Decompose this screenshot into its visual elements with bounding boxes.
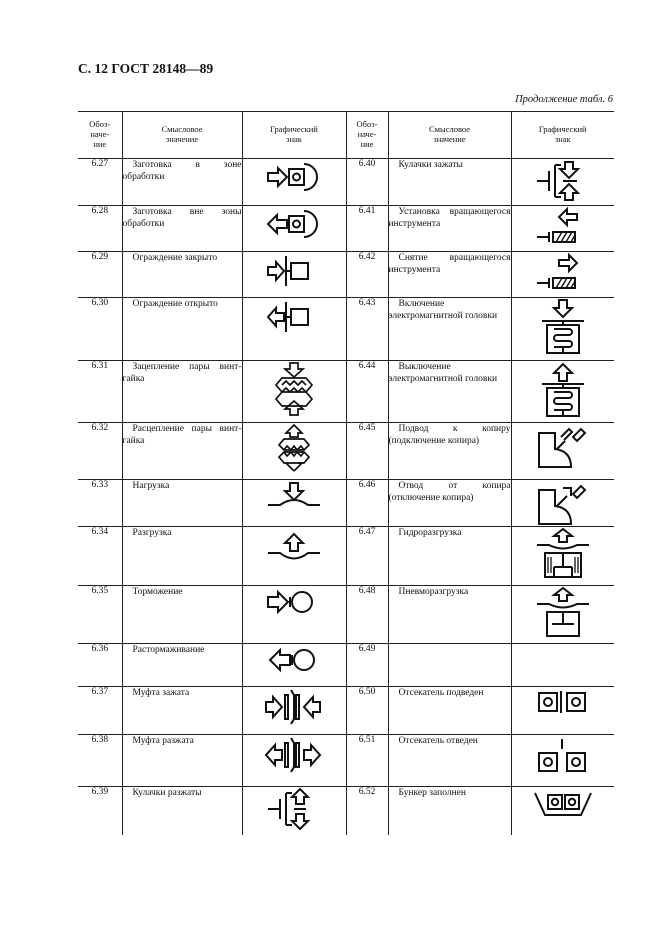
table-header-row <box>78 112 614 159</box>
row-meaning-text: Растормаживание <box>132 645 205 655</box>
row-number: 6.27 <box>91 159 109 169</box>
electromagnetic-head-on-icon <box>512 298 615 356</box>
row-symbol <box>511 252 614 298</box>
row-meaning <box>122 298 242 361</box>
hydraulic-unload-icon <box>512 527 615 579</box>
row-meaning-text: Установка вращающегося инструмента <box>388 207 511 230</box>
row-meaning-text: Заготовка в зоне обработки <box>122 160 242 183</box>
row-meaning-text: Отвод от копира (отключение копира) <box>388 481 511 504</box>
row-meaning-text: Пневморазгрузка <box>398 587 469 597</box>
row-symbol <box>242 252 346 298</box>
row-number: 6.48 <box>346 586 388 644</box>
row-number: 6.38 <box>78 735 122 787</box>
row-symbol <box>242 787 346 835</box>
row-meaning-text: Включение электромагнитной головки <box>388 299 498 322</box>
row-meaning-text: Гидроразгрузка <box>398 528 462 538</box>
row-meaning <box>122 687 242 735</box>
row-symbol <box>511 206 614 252</box>
row-meaning <box>122 159 242 206</box>
row-meaning <box>388 586 511 644</box>
table-row <box>78 527 614 586</box>
row-symbol <box>511 423 614 480</box>
remove-rotating-tool-icon <box>512 252 615 292</box>
row-symbol <box>511 586 614 644</box>
row-symbol <box>242 527 346 586</box>
row-number: 6.43 <box>346 298 388 361</box>
meaning-header: Смысловое значение <box>388 112 511 159</box>
row-meaning-text: Ограждение открыто <box>132 299 218 309</box>
hopper-full-icon <box>512 787 615 819</box>
row-symbol <box>511 298 614 361</box>
copier-approach-icon <box>512 423 615 469</box>
row-meaning-text: Разгрузка <box>132 528 172 538</box>
page-header: С. 12 ГОСТ 28148—89 <box>78 61 214 76</box>
row-number: 6.35 <box>78 586 122 644</box>
row-symbol <box>242 298 346 361</box>
row-symbol <box>242 480 346 527</box>
row-meaning-text: Отсекатель отведен <box>398 736 478 746</box>
designation-header: Обоз- наче- ние <box>78 112 122 159</box>
row-symbol <box>511 159 614 206</box>
row-meaning <box>122 480 242 527</box>
row-meaning-text: Бункер заполнен <box>398 788 466 798</box>
row-meaning-text: Снятие вращающегося инструмента <box>388 253 511 276</box>
row-number: 6.47 <box>346 527 388 586</box>
copier-retract-icon <box>512 480 615 526</box>
row-meaning-text: Муфта разжата <box>132 736 194 746</box>
row-symbol <box>242 361 346 423</box>
row-meaning <box>122 361 242 423</box>
row-number: 6.29 <box>78 252 122 298</box>
row-meaning-text: Ограждение закрыто <box>132 253 218 263</box>
table-row <box>78 298 614 361</box>
row-symbol <box>511 687 614 735</box>
row-meaning <box>122 735 242 787</box>
row-number: 6.50 <box>346 687 388 735</box>
row-meaning <box>388 687 511 735</box>
row-symbol <box>511 787 614 835</box>
table-row <box>78 423 614 480</box>
designation-header: Обоз- наче- ние <box>346 112 388 159</box>
meaning-header: Смысловое значение <box>122 112 242 159</box>
row-number: 6.37 <box>78 687 122 735</box>
row-meaning <box>122 527 242 586</box>
row-meaning <box>388 298 511 361</box>
row-number: 6.32 <box>78 423 122 480</box>
row-symbol <box>242 159 346 206</box>
screw-nut-engaged-icon <box>243 361 346 417</box>
row-number: 6.33 <box>78 480 122 527</box>
pneumatic-unload-icon <box>512 586 615 638</box>
row-number: 6.46 <box>346 480 388 527</box>
row-meaning <box>122 206 242 252</box>
brake-release-icon <box>243 644 346 676</box>
row-number: 6.41 <box>346 206 388 252</box>
table-row <box>78 159 614 206</box>
table-continuation-note: Продолжение табл. 6 <box>515 94 613 105</box>
row-meaning <box>122 644 242 687</box>
row-meaning-text: Зацепление пары винт-гайка <box>122 362 242 385</box>
row-meaning <box>388 423 511 480</box>
row-meaning <box>388 206 511 252</box>
jaws-clamped-icon <box>512 159 615 203</box>
workpiece-out-of-zone-icon <box>243 206 346 242</box>
guard-open-icon <box>243 298 346 336</box>
symbol-header: Графический знак <box>511 112 614 159</box>
row-number: 6.42 <box>346 252 388 298</box>
row-number: 6.49 <box>346 644 388 687</box>
row-symbol <box>242 206 346 252</box>
workpiece-in-zone-icon <box>243 159 346 195</box>
cutoff-retracted-icon <box>512 735 615 777</box>
row-number: 6.45 <box>346 423 388 480</box>
cutoff-engaged-icon <box>512 687 615 717</box>
jaws-released-icon <box>243 787 346 831</box>
row-number: 6.30 <box>78 298 122 361</box>
row-meaning-text: Заготовка вне зоны обработки <box>122 207 242 230</box>
row-symbol <box>242 423 346 480</box>
row-meaning <box>122 423 242 480</box>
screw-nut-disengaged-icon <box>243 423 346 473</box>
row-meaning-text: Подвод к копиру (подключение копира) <box>388 424 511 447</box>
table-row <box>78 586 614 644</box>
row-meaning-text: Нагрузка <box>132 481 170 491</box>
row-meaning-text: Кулачки зажаты <box>398 160 463 170</box>
row-number: 6.52 <box>346 787 388 835</box>
guard-closed-icon <box>243 252 346 290</box>
symbols-table <box>78 111 614 835</box>
row-meaning <box>388 527 511 586</box>
row-meaning <box>122 787 242 835</box>
row-meaning <box>388 735 511 787</box>
row-meaning-text: Торможение <box>132 587 183 597</box>
row-meaning-text: Отсекатель подведен <box>398 688 484 698</box>
row-meaning-text: Расцепление пары винт-гайка <box>122 424 242 447</box>
row-symbol <box>511 480 614 527</box>
row-meaning <box>388 787 511 835</box>
load-icon <box>243 480 346 514</box>
braking-icon <box>243 586 346 618</box>
row-symbol <box>242 586 346 644</box>
row-symbol <box>242 644 346 687</box>
row-number: 6.28 <box>78 206 122 252</box>
symbol-header: Графический знак <box>242 112 346 159</box>
row-symbol <box>511 644 614 687</box>
table-row <box>78 252 614 298</box>
table-row <box>78 735 614 787</box>
row-meaning <box>388 159 511 206</box>
clutch-engaged-icon <box>243 687 346 727</box>
row-number: 6.31 <box>78 361 122 423</box>
row-meaning-text: Муфта зажата <box>132 688 190 698</box>
table-row <box>78 787 614 835</box>
electromagnetic-head-off-icon <box>512 361 615 419</box>
row-meaning <box>122 586 242 644</box>
row-number: 6.51 <box>346 735 388 787</box>
row-number: 6.36 <box>78 644 122 687</box>
row-symbol <box>511 527 614 586</box>
row-symbol <box>511 735 614 787</box>
row-meaning <box>122 252 242 298</box>
row-number: 6.40 <box>346 159 388 206</box>
row-symbol <box>242 735 346 787</box>
row-symbol <box>242 687 346 735</box>
table-row <box>78 687 614 735</box>
row-meaning <box>388 480 511 527</box>
clutch-released-icon <box>243 735 346 775</box>
row-meaning-text: Выключение электромагнитной головки <box>388 362 498 385</box>
row-symbol <box>511 361 614 423</box>
row-meaning <box>388 644 511 687</box>
row-number: 6.39 <box>78 787 122 835</box>
install-rotating-tool-icon <box>512 206 615 246</box>
row-meaning-text: Кулачки разжаты <box>132 788 202 798</box>
table-row <box>78 361 614 423</box>
row-number: 6.34 <box>78 527 122 586</box>
unload-icon <box>243 527 346 567</box>
row-meaning <box>388 252 511 298</box>
row-number: 6.44 <box>346 361 388 423</box>
table-row <box>78 480 614 527</box>
table-row <box>78 644 614 687</box>
table-row <box>78 206 614 252</box>
row-meaning <box>388 361 511 423</box>
